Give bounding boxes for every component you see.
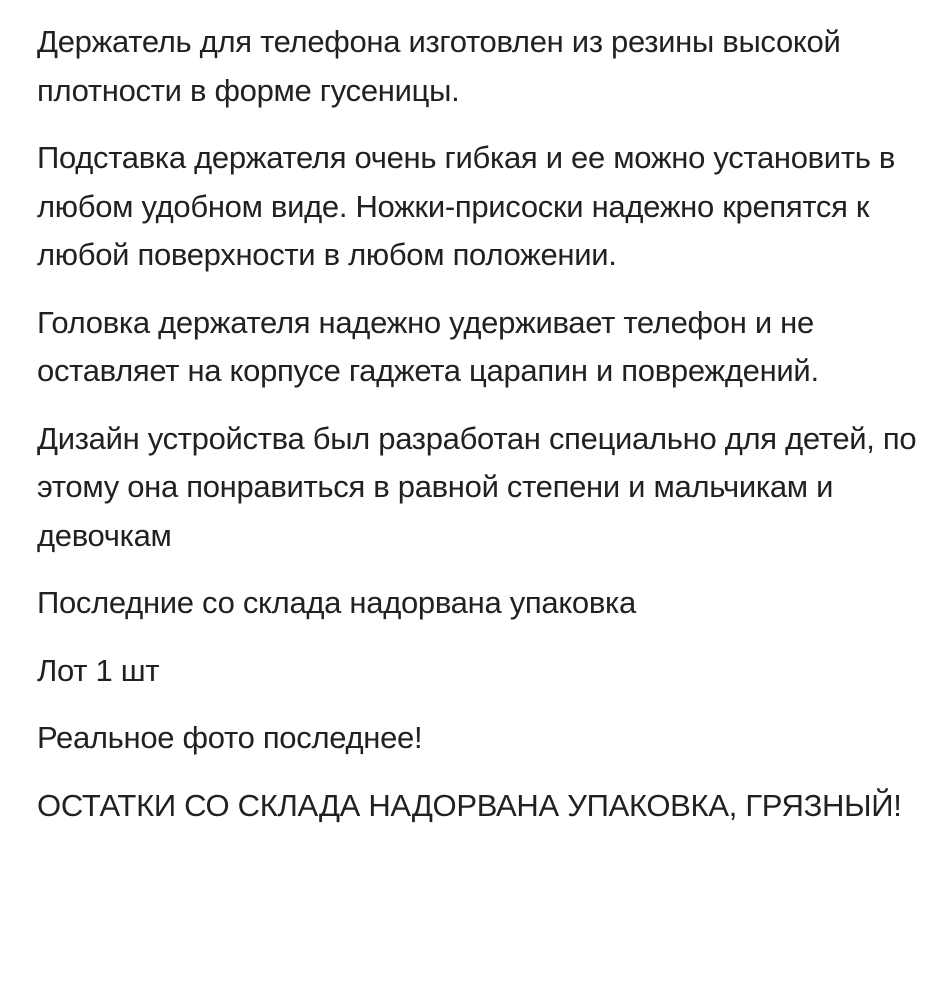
description-paragraph: Подставка держателя очень гибкая и ее можно установить в любом удобном виде. Ножки-присоски надежно крепятся к любой поверхности в любом положении. (37, 140, 896, 272)
description-paragraph: Головка держателя надежно удерживает телефон и не оставляет на корпусе гаджета царапин и повреждений. (37, 304, 819, 388)
description-paragraph: Держатель для телефона изготовлен из резины высокой плотности в форме гусеницы. (37, 24, 841, 108)
description-paragraph: Реальное фото последнее! (37, 720, 423, 755)
description-paragraph: Лот 1 шт (37, 652, 160, 688)
description-paragraph: Последние со склада надорвана упаковка (37, 585, 636, 620)
description-paragraph: ОСТАТКИ СО СКЛАДА НАДОРВАНА УПАКОВКА, ГРЯЗНЫЙ! (37, 787, 902, 823)
description-paragraph: Дизайн устройства был разработан специально для детей, по этому она понравиться в равной степени и мальчикам и девочкам (37, 420, 917, 553)
product-description (37, 18, 917, 830)
